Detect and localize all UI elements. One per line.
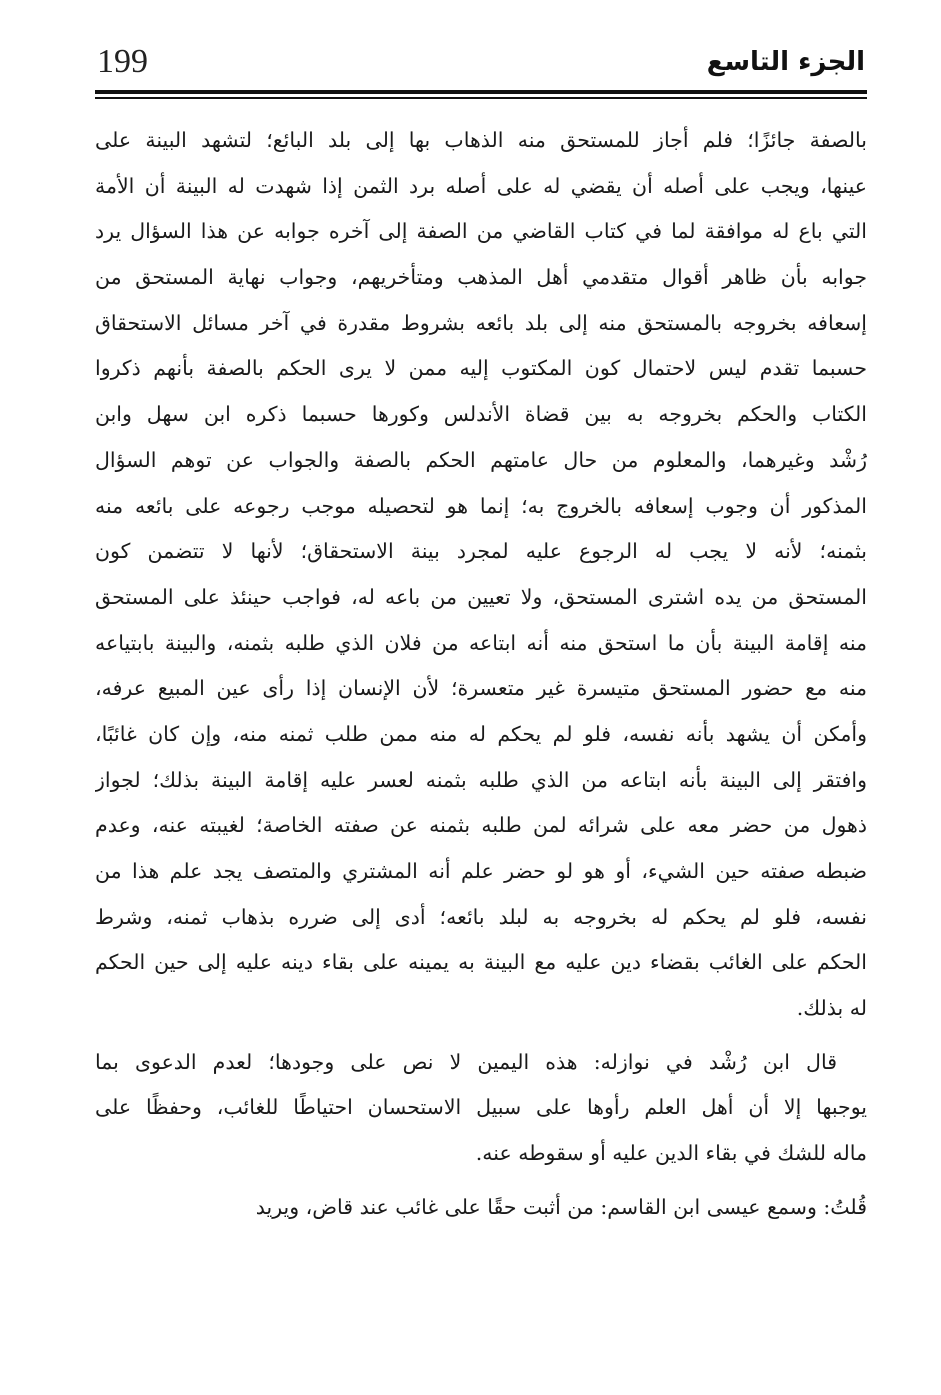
running-title: الجزء التاسع bbox=[706, 47, 865, 77]
text-line: قُلتُ: وسمع عيسى ابن القاسم: من أثبت حقًا على غائب عند قاض، ويريد bbox=[255, 1194, 867, 1219]
text-line: عينها، ويجب على أصله أن يقضي له على أصله برد الثمن إذا شهدت له البينة أن الأمة bbox=[95, 173, 867, 198]
text-line: التي باع له موافقة لما في كتاب القاضي من الصفة إلى آخره جوابه عن هذا السؤال يرد bbox=[95, 219, 867, 244]
text-line: منه مع حضور المستحق متيسرة غير متعسرة؛ لأن الإنسان إذا رأى عين المبيع عرفه، bbox=[95, 676, 867, 701]
text-line: جوابه بأن ظاهر أقوال متقدمي أهل المذهب ومتأخريهم، وجواب نهاية المستحق من bbox=[95, 265, 867, 290]
text-line: ذهول من حضر معه على شرائه لمن طلبه بثمنه عن صفته الخاصة؛ لغيبته عنه، وعدم bbox=[95, 813, 867, 838]
header-rule-thick bbox=[95, 90, 867, 94]
paragraph bbox=[95, 118, 867, 1032]
text-line: الكتاب والحكم بخروجه به بين قضاة الأندلس وكورها حسبما ذكره ابن سهل وابن bbox=[95, 402, 867, 427]
text-line: إسعافه بخروجه بالمستحق منه إلى بلد بائعه بشروط مقدرة في آخر مسائل الاستحقاق bbox=[95, 310, 867, 335]
text-line: قال ابن رُشْد في نوازله: هذه اليمين لا نص على وجودها؛ لعدم الدعوى بما bbox=[95, 1049, 837, 1074]
text-line: منه إقامة البينة بأن ما استحق منه أنه ابتاعه من فلان الذي طلبه بثمنه، والبينة بابتياعه bbox=[95, 630, 867, 655]
text-line: وأمكن أن يشهد بأنه نفسه، فلو لم يحكم له منه ممن طلب ثمنه منه، وإن كان غائبًا، bbox=[95, 721, 867, 746]
page-number: 199 bbox=[97, 43, 148, 80]
paragraph bbox=[95, 1040, 867, 1177]
paragraph bbox=[95, 1185, 867, 1231]
text-line: بالصفة جائزًا؛ فلم أجاز للمستحق منه الذهاب بها إلى بلد البائع؛ لتشهد البينة على bbox=[95, 128, 867, 152]
text-line: ضبطه صفته حين الشيء، أو هو لو حضر علم أنه المشتري والمتصف يجد علم هذا من bbox=[95, 859, 867, 883]
text-line: بثمنه؛ لأنه لا يجب له الرجوع عليه لمجرد بينة الاستحقاق؛ لأنها لا تتضمن كون bbox=[95, 539, 867, 564]
body-text bbox=[95, 118, 867, 1239]
text-line: نفسه، فلو لم يحكم له بخروجه به لبلد بائعه؛ أدى إلى ضرره بذهاب ثمنه، وشرط bbox=[95, 904, 867, 929]
text-line: رُشْد وغيرهما، والمعلوم من حال عامتهم الحكم بالصفة والجواب عن توهم السؤال bbox=[95, 447, 867, 472]
header-rule-thin bbox=[95, 97, 867, 99]
text-line: يوجبها إلا أن أهل العلم رأوها على سبيل الاستحسان احتياطًا للغائب، وحفظًا على bbox=[95, 1095, 867, 1120]
text-line: له بذلك. bbox=[796, 996, 867, 1021]
text-line: المستحق من يده اشترى المستحق، ولا تعيين من باعه له، فواجب حينئذ على المستحق bbox=[95, 584, 867, 609]
text-line: حسبما تقدم ليس لاحتمال كون المكتوب إليه ممن لا يرى الحكم بالصفة بأنهم ذكروا bbox=[95, 356, 867, 381]
text-line: ماله للشك في بقاء الدين عليه أو سقوطه عنه. bbox=[475, 1141, 867, 1166]
text-line: الحكم على الغائب بقضاء دين عليه مع البينة به يمينه على بقاء دينه عليه إلى حين الحكم bbox=[95, 950, 867, 975]
text-line: وافتقر إلى البينة بأنه ابتاعه من الذي طلبه بثمنه لعسر عليه إقامة البينة بذلك؛ لجواز bbox=[95, 767, 867, 792]
page-header bbox=[95, 40, 865, 90]
text-line: المذكور أن وجوب إسعافه بالخروج به؛ إنما هو لتحصيله موجب رجوعه على بائعه منه bbox=[95, 493, 867, 518]
